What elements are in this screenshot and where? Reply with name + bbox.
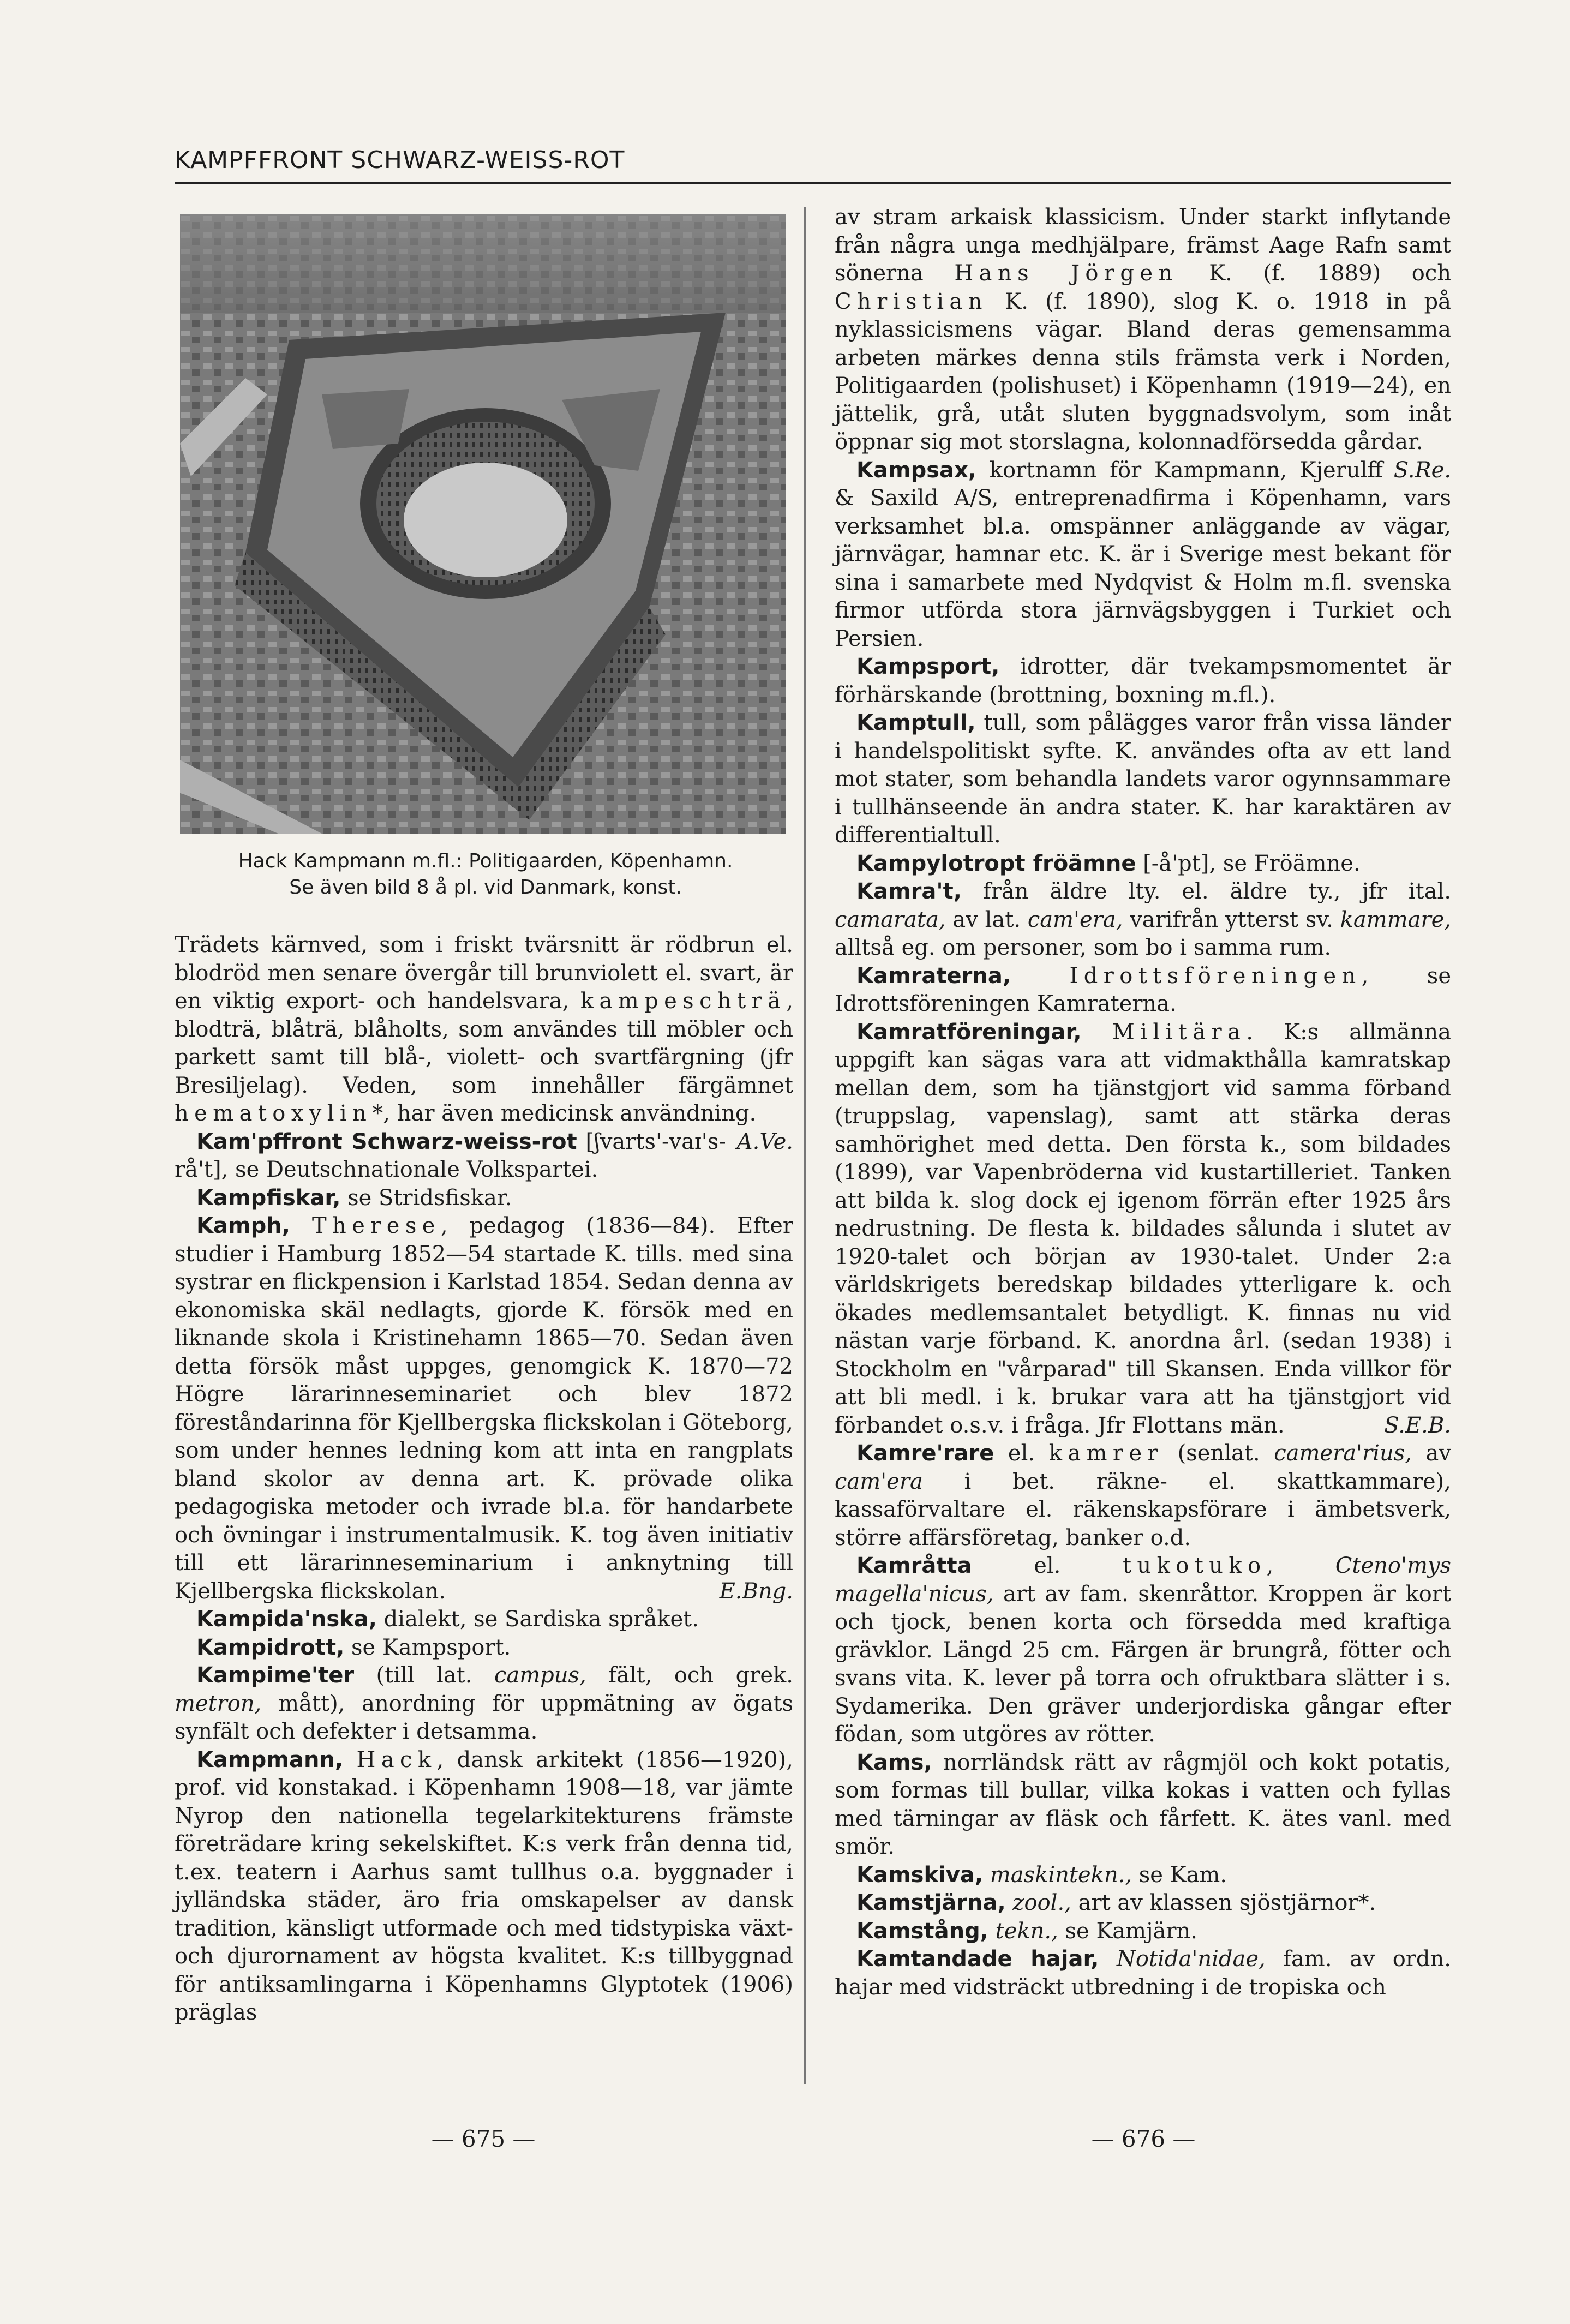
right-column — [835, 203, 1451, 2002]
entry: Kamstjärna, zool., art av klassen sjöstjärnor*. — [856, 1890, 1376, 1915]
entry: Kamratföreningar, Militära. K:s allmänna uppgift kan sägas vara att vidmakthålla kamratskap mellan dem, som ha tjänstgjort vid samma förband (truppslag, vapenslag), samt att stärka deras samhörighet med detta. Den första k., som bildades (1899), var Vapenbröderna vid kustartilleriet. Tanken att bilda k. slog dock ej igenom förrän efter 1925 års nedrustning. De flesta k. bildades sålunda i slutet av 1920-talet och början av 1930-talet. Under 2:a världskrigets beredskap bildades ytterligare k. och ökades medlemsantalet betydligt. K. finnas nu vid nästan varje förband. K. anordna årl. (sedan 1938) i Stockholm en "vårparad" till Skansen. Enda villkor för att bli medl. i k. brukar vara att ha tjänstgjort vid förbandet o.s.v. i fråga. Jfr Flottans män. S.E.B. — [835, 1019, 1451, 1440]
entry: Kampsport, idrotter, där tvekampsmomentet är förhärskande (brottning, boxning m.fl.). — [835, 654, 1451, 708]
entry-headword: Kampmann, — [196, 1747, 344, 1772]
entry-headword: Kamptull, — [856, 710, 976, 735]
entry: Kampfiskar, se Stridsfiskar. — [196, 1185, 512, 1211]
left-column — [175, 931, 793, 2027]
caption-line: Se även bild 8 å pl. vid Danmark, konst. — [289, 876, 682, 899]
caption-line: Hack Kampmann m.fl.: Politigaarden, Köpenhamn. — [238, 850, 733, 872]
entry-headword: Kam'pffront Schwarz-weiss-rot — [196, 1129, 577, 1154]
header-rule — [175, 182, 1451, 184]
entry: Kampsax, kortnamn för Kampmann, Kjerulff & Saxild A/S, entreprenadfirma i Köpenhamn, vars verksamhet bl.a. omspänner anläggande av vägar, järnvägar, hamnar etc. K. är i Sverige mest bekant för sina i samarbete med Nydqvist & Holm m.fl. svenska firmor utförda stora järnvägsbyggen i Turkiet och Persien. — [835, 457, 1451, 651]
entry: Kamptull, tull, som pålägges varor från vissa länder i handelspolitiskt syfte. K. användes ofta av ett land mot stater, som behandla landets varor ogynnsammare i tullhänseende än andra stater. K. har karaktären av differentialtull. — [835, 710, 1451, 848]
entry: Kamråtta el. tukotuko, Cteno'mys magella'nicus, art av fam. skenråttor. Kroppen är kort och tjock, benen korta och försedda med kraftiga grävklor. Längd 25 cm. Färgen är brungrå, fötter och svans vita. K. lever på torra och ofruktbara slätter i s. Sydamerika. Den gräver underjordiska gångar efter födan, som utgöres av rötter. — [835, 1553, 1452, 1747]
aerial-photo — [180, 214, 786, 834]
entry-headword: Kamstjärna, — [856, 1890, 1006, 1915]
entry-headword: Kampylotropt fröämne — [856, 850, 1136, 876]
entry-headword: Kams, — [856, 1750, 932, 1775]
author-signature: A.Ve. — [736, 1129, 793, 1154]
entry-headword: Kampsax, — [856, 457, 977, 483]
entry: Kampime'ter (till lat. campus, fält, och grek. metron, mått), anordning för uppmätning av ögats synfält och defekter i detsamma. — [175, 1663, 793, 1744]
aerial-photo-politigaarden — [180, 214, 786, 834]
column-divider — [804, 207, 806, 2084]
entry: Kamstång, tekn., se Kamjärn. — [856, 1918, 1197, 1944]
author-signature: S.E.B. — [1384, 1412, 1451, 1438]
entry: Kamre'rare el. kamrer (senlat. camera'rius, av cam'era i bet. räkne- el. skattkammare), kassaförvaltare el. räkenskapsförare i ämbetsverk, större affärsföretag, banker o.d. — [835, 1441, 1451, 1550]
paragraph: Trädets kärnved, som i friskt tvärsnitt är rödbrun el. blodröd men senare övergår till brunviolett el. svart, är en viktig export- och handelsvara, kampeschträ, blodträ, blåträ, blåholts, som användes till möbler och parkett samt till blå-, violett- och svartfärgning (jfr Bresiljelag). Veden, som innehåller färgämnet hematoxylin*, har även medicinsk användning. A.Ve. — [175, 931, 793, 1128]
entry: Kampylotropt fröämne [-å'pt], se Fröämne. — [856, 850, 1361, 876]
entry-headword: Kamstång, — [856, 1918, 988, 1944]
entry: Kampida'nska, dialekt, se Sardiska språket. — [196, 1607, 699, 1632]
entry-headword: Kampida'nska, — [196, 1607, 377, 1632]
entry-headword: Kampsport, — [856, 654, 1000, 679]
page-number-left: — 675 — — [431, 2125, 536, 2152]
entry: Kamph, Therese, pedagog (1836—84). Efter studier i Hamburg 1852—54 startade K. tills. med sina systrar en flickpension i Karlstad 1854. Sedan denna av ekonomiska skäl nedlagts, gjorde K. försök med en liknande skola i Kristinehamn 1865—70. Sedan även detta försök måst uppges, genomgick K. 1870—72 Högre lärarinneseminariet och blev 1872 föreståndarinna för Kjellbergska flickskolan i Göteborg, som under hennes ledning kom att inta en rangplats bland skolor av denna art. K. prövade olika pedagogiska metoder och ivrade bl.a. för handarbete och övningar i instrumentalmusik. K. tog även initiativ till ett lärarinneseminarium i anknytning till Kjellbergska flickskolan. E.Bng. — [175, 1212, 793, 1606]
author-signature: S.Re. — [1393, 457, 1451, 483]
entry-headword: Kampfiskar, — [196, 1185, 341, 1211]
paragraph: av stram arkaisk klassicism. Under starkt inflytande från några unga medhjälpare, främst Aage Rafn samt sönerna Hans Jörgen K. (f. 1889) och Christian K. (f. 1890), slog K. o. 1918 in på nyklassicismens vägar. Bland deras gemensamma arbeten märkes denna stils främsta verk i Norden, Politigaarden (polishuset) i Köpenhamn (1919—24), en jättelik, grå, utåt sluten byggnadsvolym, som inåt öppnar sig mot storslagna, kolonnadförsedda gårdar. S.Re. — [835, 203, 1451, 457]
entry-headword: Kamph, — [196, 1213, 290, 1238]
entry-headword: Kamre'rare — [856, 1441, 994, 1466]
entry: Kampmann, Hack, dansk arkitekt (1856—1920), prof. vid konstakad. i Köpenhamn 1908—18, var jämte Nyrop den nationella tegelarkitekturens främste företrädare kring sekelskiftet. K:s verk från denna tid, t.ex. teatern i Aarhus samt tullhus o.a. byggnader i jylländska städer, äro fria omskapelser av dansk tradition, känsligt utformade och med tidstypiska växt- och djurornament av högsta kvalitet. K:s tillbyggnad för antiksamlingarna i Köpenhamns Glyptotek (1906) präglas — [175, 1747, 793, 2025]
page-number-right: — 676 — — [1091, 2125, 1196, 2152]
running-head: KAMPFFRONT SCHWARZ-WEISS-ROT — [175, 146, 625, 174]
entry-headword: Kamskiva, — [856, 1862, 984, 1888]
entry-headword: Kamråtta — [856, 1553, 972, 1578]
author-signature: E.Bng. — [719, 1578, 793, 1604]
entry: Kamraterna, Idrottsföreningen, se Idrottsföreningen Kamraterna. — [835, 963, 1451, 1016]
entry: Kamra't, från äldre lty. el. äldre ty., jfr ital. camarata, av lat. cam'era, varifrån ytterst sv. kammare, alltså eg. om personer, som bo i samma rum. — [835, 879, 1451, 960]
entry: Kam'pffront Schwarz-weiss-rot [ʃvarts'-vaɪ's-rå't], se Deutschnationale Volkspartei. — [175, 1129, 726, 1182]
entry: Kams, norrländsk rätt av rågmjöl och kokt potatis, som formas till bullar, vilka kokas i vatten och fyllas med tärningar av fläsk och fårfett. K. ätes vanl. med smör. — [835, 1750, 1451, 1859]
entry-headword: Kampime'ter — [196, 1663, 355, 1688]
entry-headword: Kamraterna, — [856, 963, 1011, 989]
entry-headword: Kamtandade hajar, — [856, 1946, 1099, 1972]
entry: Kamskiva, maskintekn., se Kam. — [856, 1862, 1227, 1888]
entry: Kamtandade hajar, Notida'nidae, fam. av ordn. hajar med vidsträckt utbredning i de tropiska och — [835, 1946, 1451, 2000]
figure-caption — [175, 848, 796, 901]
entry-headword: Kamratföreningar, — [856, 1019, 1082, 1045]
entry-headword: Kamra't, — [856, 879, 962, 904]
entry-headword: Kampidrott, — [196, 1634, 345, 1660]
entry: Kampidrott, se Kampsport. — [196, 1634, 511, 1660]
